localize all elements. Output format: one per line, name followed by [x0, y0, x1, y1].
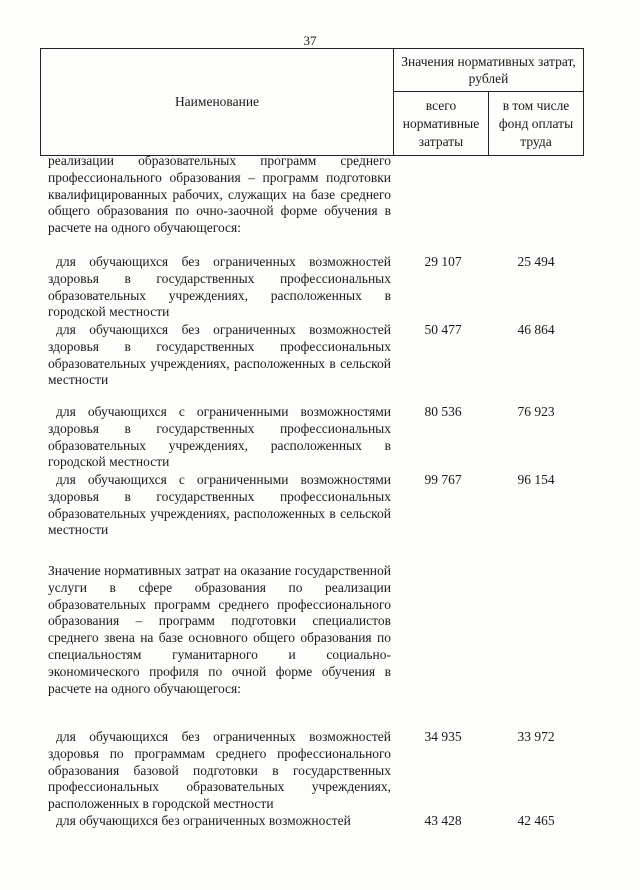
table-cell-fund: 42 465	[517, 813, 555, 828]
table-row-label: для обучающихся с ограниченными возможностями здоровья в государственных профессиональных образовательных учреждениях, расположенных в сельской местности	[48, 472, 391, 538]
header-total: всего нормативные затраты	[394, 92, 489, 156]
section2-intro: Значение нормативных затрат на оказание государственной услуги в сфере образования по реализации образовательных программ среднего профессионального образования – программ подготовки специалистов среднего звена на базе основного общего образования по специальностям гуманитарного и социально-экономического профиля по очной форме обучения в расчете на одного обучающегося:	[48, 563, 391, 696]
header-values: Значения нормативных затрат, рублей	[394, 49, 584, 92]
table-cell-total: 43 428	[424, 813, 462, 828]
table-row-label: для обучающихся без ограниченных возможностей здоровья по программам среднего профессионального образования базовой подготовки в государственных профессиональных образовательных учреждениях, расположенных в городской местности	[48, 729, 391, 812]
table-row-label: для обучающихся без ограниченных возможностей	[56, 813, 351, 828]
header-fund: в том числе фонд оплаты труда	[489, 92, 584, 156]
table-cell-fund: 76 923	[517, 404, 555, 419]
table-cell-total: 99 767	[424, 472, 462, 487]
table-cell-fund: 46 864	[517, 322, 555, 337]
table-cell-total: 29 107	[424, 254, 462, 269]
page-number: 37	[303, 33, 317, 48]
table-cell-fund: 25 494	[517, 254, 555, 269]
table-cell-fund: 96 154	[517, 472, 555, 487]
table-row-label: для обучающихся без ограниченных возможностей здоровья в государственных профессиональных образовательных учреждениях, расположенных в городской местности	[48, 254, 391, 320]
table-row-label: для обучающихся без ограниченных возможностей здоровья в государственных профессиональных образовательных учреждениях, расположенных в сельской местности	[48, 322, 391, 388]
table-cell-total: 80 536	[424, 404, 462, 419]
section1-intro: реализации образовательных программ среднего профессионального образования – программ подготовки квалифицированных рабочих, служащих на базе среднего общего образования по очно-заочной форме обучения в расчете на одного обучающегося:	[48, 153, 391, 236]
table-header	[40, 48, 584, 156]
table-row-label: для обучающихся с ограниченными возможностями здоровья в государственных профессиональных образовательных учреждениях, расположенных в городской местности	[48, 404, 391, 470]
table-cell-total: 50 477	[424, 322, 462, 337]
header-name: Наименование	[41, 49, 394, 156]
table-cell-fund: 33 972	[517, 729, 555, 744]
table-cell-total: 34 935	[424, 729, 462, 744]
